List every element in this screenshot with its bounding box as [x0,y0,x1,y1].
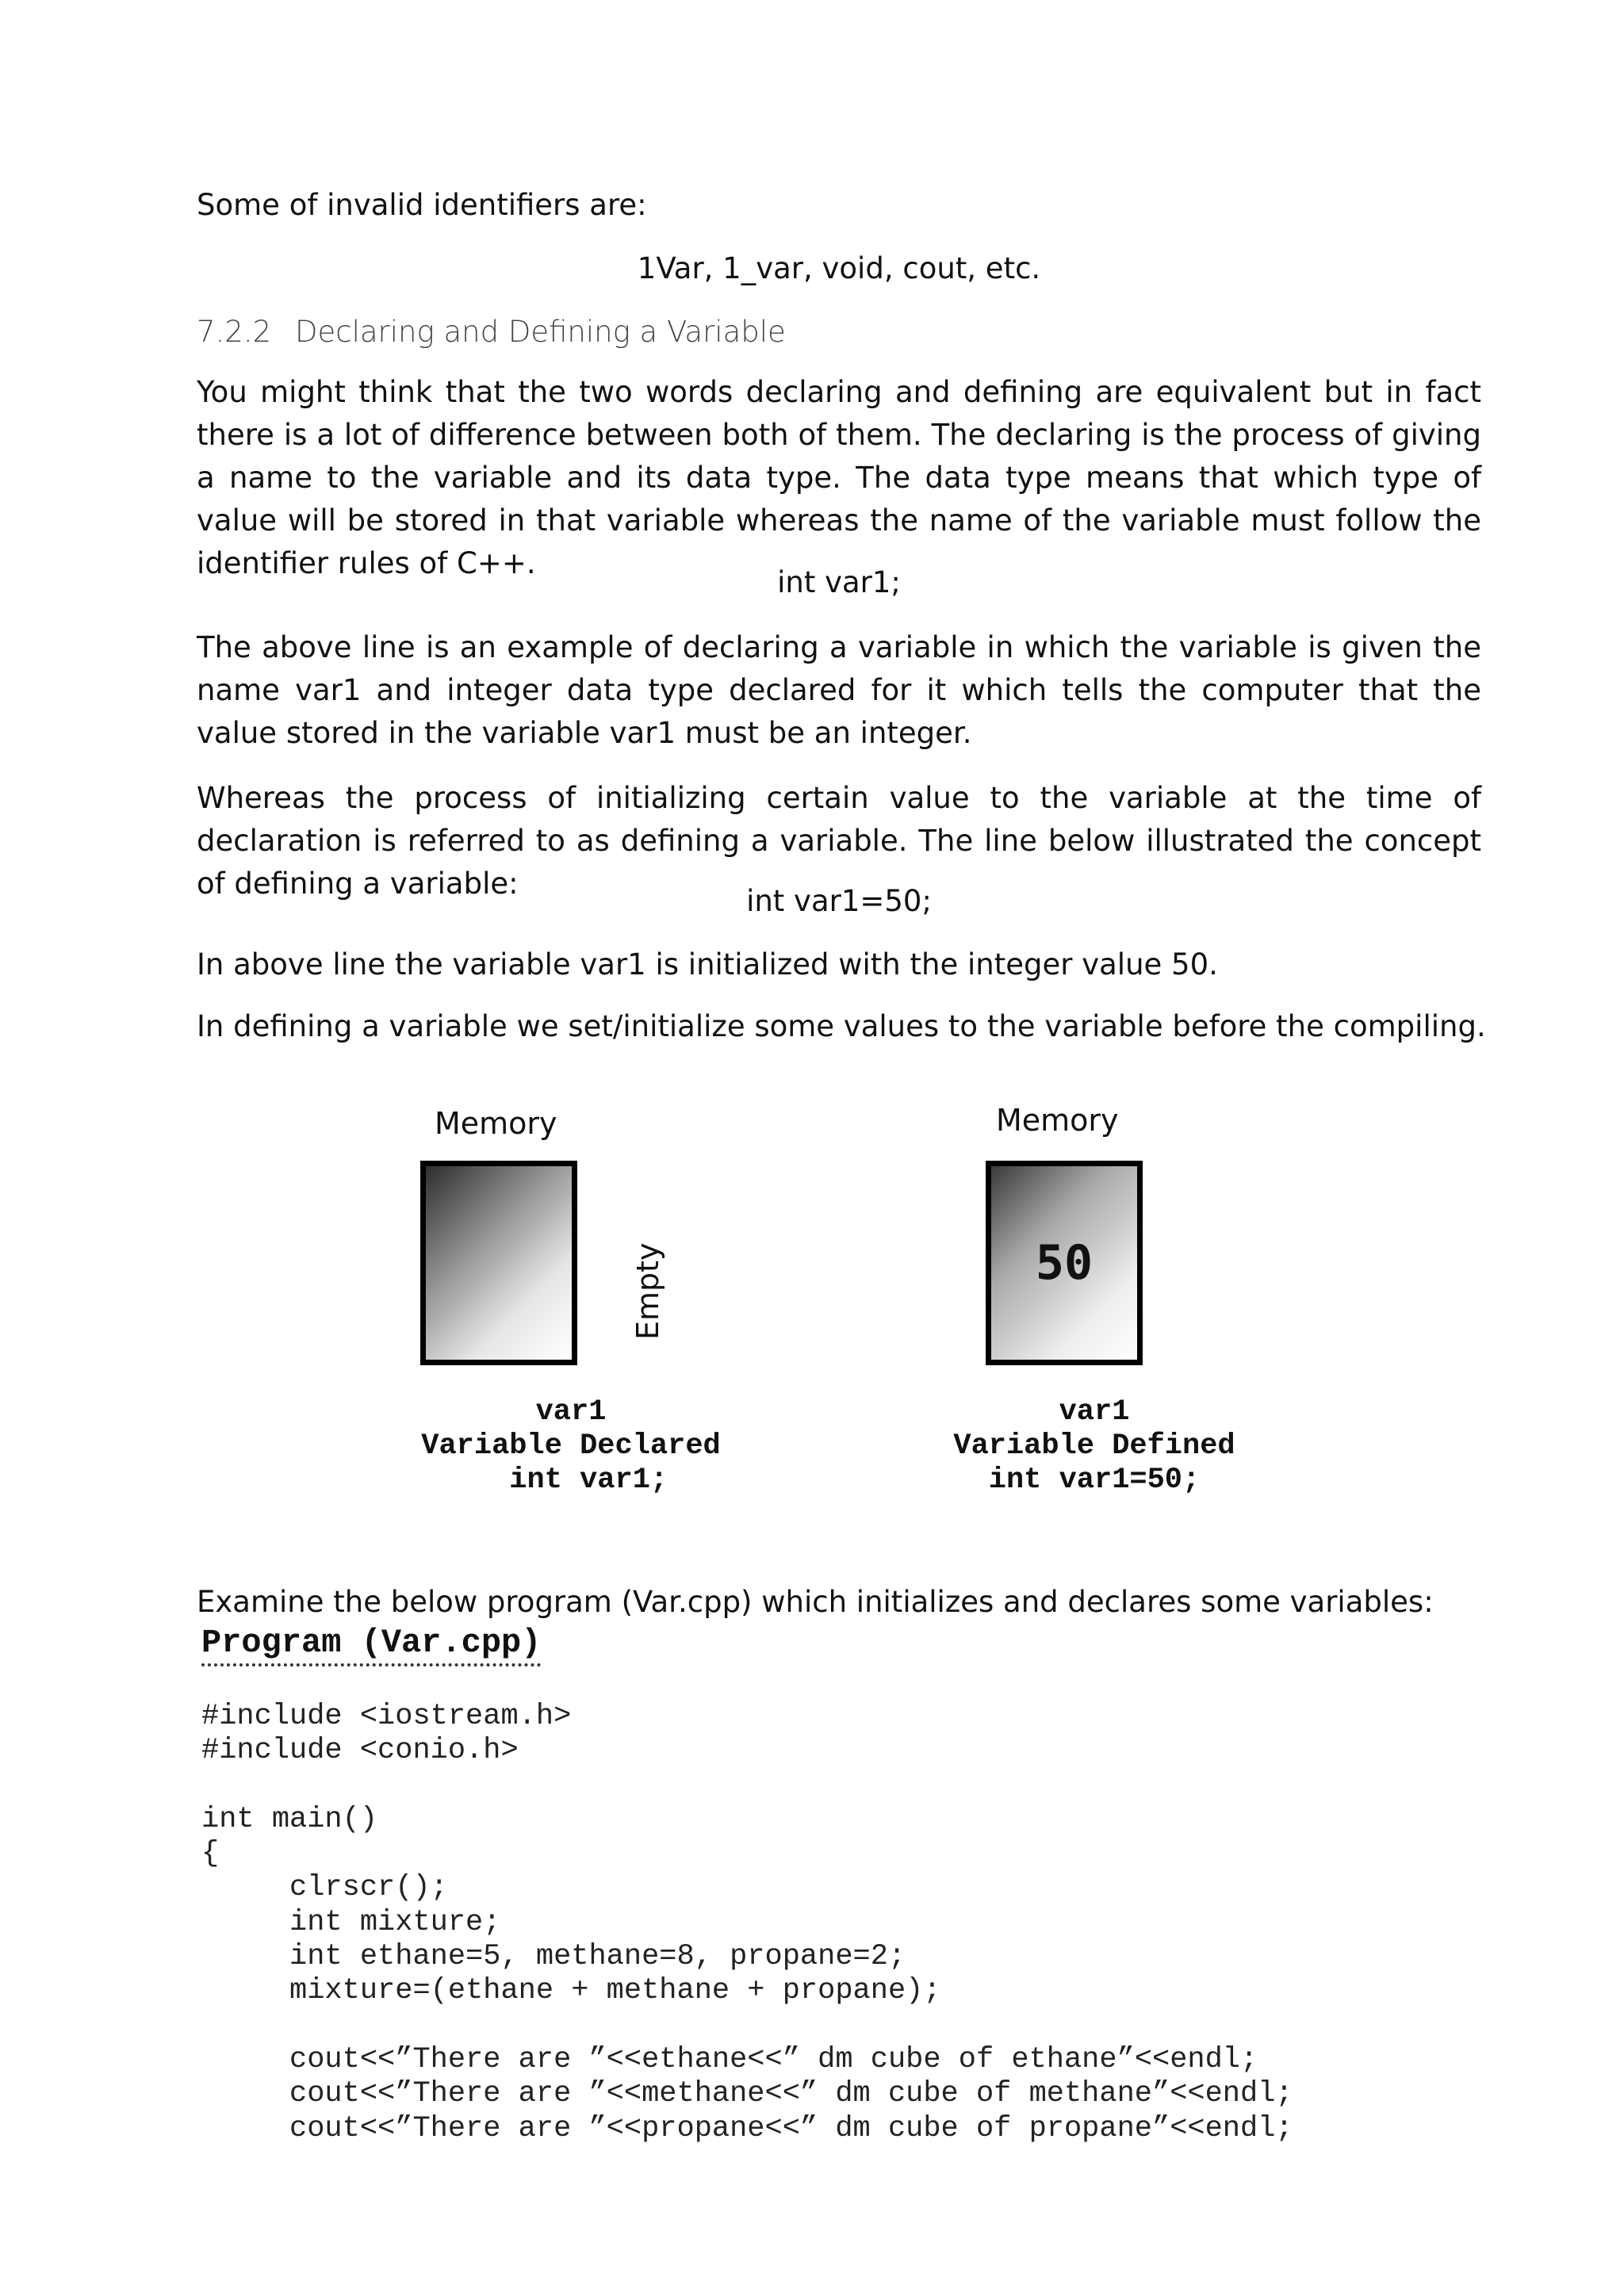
paragraph-declaring: You might think that the two words declaring and defining are equivalent but in fact there is a lot of difference between both of them. The declaring is the process of giving a name to the variable and its data type. The data type means that which type of value will be stored in that variable whereas the name of the variable must follow the identifier rules of C++. [197,375,1481,580]
memory-box-filled [986,1161,1143,1365]
paragraph-declare-explanation: The above line is an example of declaring a variable in which the variable is given the name var1 and integer data type declared for it which tells the computer that the value stored in the variable var1 must be an integer. [197,630,1481,750]
caption-variable-defined: var1 Variable Defined int var1=50; [953,1395,1235,1497]
intro-text: Some of invalid identifiers are: [197,188,647,222]
section-title: Declaring and Defining a Variable [295,315,786,349]
memory-box-empty [420,1161,577,1365]
program-title: Program (Var.cpp) [201,1622,541,1667]
paragraph-initialized: In above line the variable var1 is initialized with the integer value 50. [197,947,1218,982]
code-declare-example: int var1; [777,565,901,599]
paragraph-compiling: In defining a variable we set/initialize some values to the variable before the compiling. [197,1009,1486,1043]
section-heading [197,311,786,354]
paragraph-examine: Examine the below program (Var.cpp) which initializes and declares some variables: [197,1585,1434,1619]
section-number: 7.2.2 [197,315,272,349]
memory-value: 50 [1035,1235,1094,1291]
caption-variable-declared: var1 Variable Declared int var1; [421,1395,721,1497]
memory-label-defined: Memory [996,1103,1119,1138]
paragraph-defining: Whereas the process of initializing certain value to the variable at the time of declaration is referred to as defining a variable. The line below illustrated the concept of defining a variable: [197,781,1481,901]
memory-label-declared: Memory [435,1106,557,1141]
code-define-example: int var1=50; [746,884,932,918]
empty-label: Empty [630,1242,665,1340]
program-code: #include <iostream.h> #include <conio.h> int main() { clrscr(); int mixture; int ethane=5, methane=8, propane=2; mixture=(ethane + methane + propane); cout<<”There are ”<<ethane<<” dm cube of ethane”<<endl; cout<<”There are ”<<methane<<” dm cube of methane”<<endl; cout<<”There are ”<<propane<<” dm cube of propane”<<endl; [201,1700,1293,2145]
invalid-identifier-examples: 1Var, 1_var, void, cout, etc. [637,251,1041,285]
